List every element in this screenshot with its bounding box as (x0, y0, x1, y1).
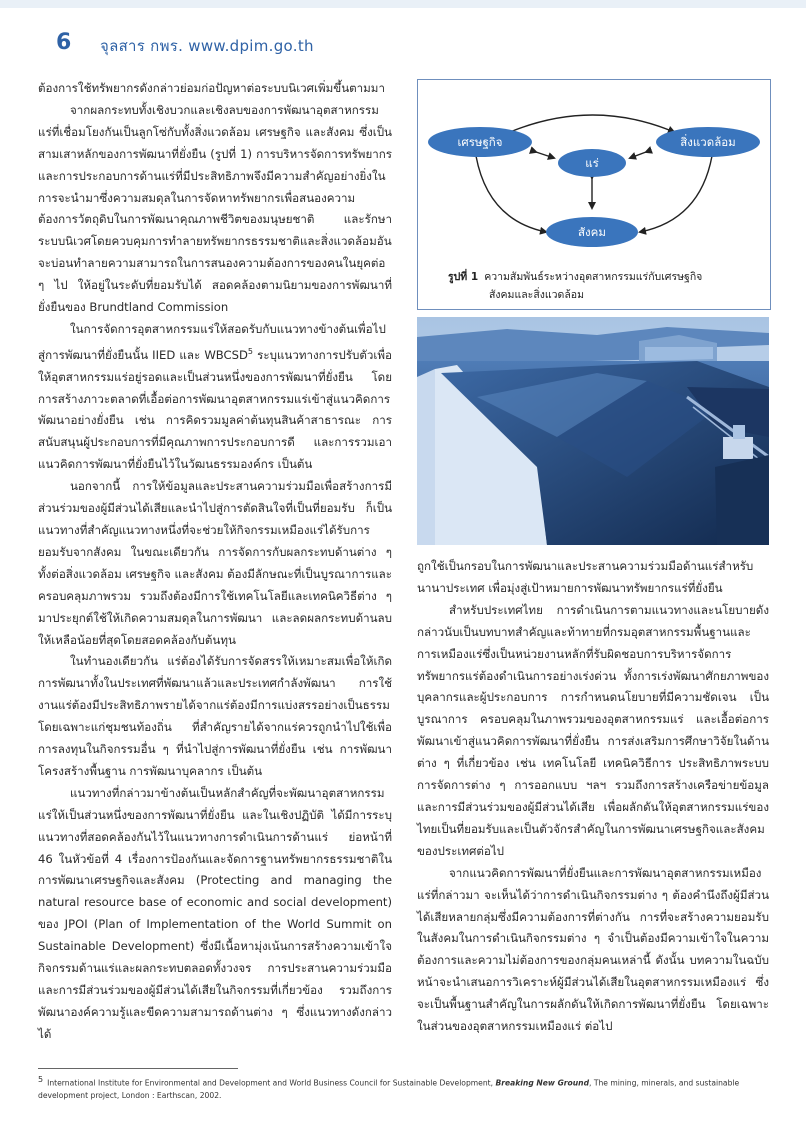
photo-illustration (417, 317, 769, 545)
page-header (0, 0, 806, 62)
paragraph-text: ในการจัดการอุตสาหกรรมแร่ให้สอดรับกับแนวทางข้างต้นเพื่อไปสู่การพัฒนาที่ยั่งยืนนั้น IIED และ WBCSD (38, 321, 386, 362)
page-number: 6 (56, 30, 72, 55)
footnote-rule (38, 1068, 238, 1069)
caption-text: ความสัมพันธ์ระหว่างอุตสาหกรรมแร่กับเศรษฐกิจ (484, 271, 703, 283)
paragraph-text: ระบุแนวทางการปรับตัวเพื่อให้อุตสาหกรรมแร่อยู่รอดและเป็นส่วนหนึ่งของการพัฒนาที่ยั่งยืน โดยการสร้างภาวะตลาดที่เอื้อต่อการพัฒนาอุตสาหกรรมแร่เข้าสู่แนวคิดการพัฒนาอย่างยั่งยืน เช่น การคิดรวมมูลค่าต้นทุนสินค้าสาธารณะ การสนับสนุนผู้ประกอบการที่มีคุณภาพการประกอบการดี และการรวมเอาแนวคิดการพัฒนาที่ยั่งยืนไว้ในวัฒนธรรมองค์กร เป็นต้น (38, 347, 392, 472)
figure-caption (448, 268, 702, 304)
footnote-text: , The mining, minerals, and sustainable development project, London : Earthscan, 2002. (38, 1078, 740, 1100)
node-economy-label: เศรษฐกิจ (457, 135, 503, 149)
footnote-number: 5 (38, 1075, 44, 1084)
header-band (0, 0, 806, 8)
header-title: จุลสาร กพร. www.dpim.go.th (100, 37, 314, 55)
node-mineral-label: แร่ (585, 156, 599, 170)
footnote-ref[interactable]: 5 (247, 346, 254, 356)
paragraph: สำหรับประเทศไทย การดำเนินการตามแนวทางและนโยบายดังกล่าวนับเป็นบทบาทสำคัญและท้าทายที่กรมอุตสาหกรรมพื้นฐานและการเหมืองแร่ซึ่งเป็นหน่วยงานหลักที่รับผิดชอบการบริหารจัดการทรัพยากรแร่ต้องดำเนินการอย่างเร่งด่วน ทั้งการเร่งพัฒนาศักยภาพของบุคลากรและผู้ประกอบการ การกำหนดนโยบายที่มีความชัดเจน เป็นบูรณาการ ครอบคลุมในภาพรวมของอุตสาหกรรมแร่ และเอื้อต่อการพัฒนาเข้าสู่แนวคิดการพัฒนาที่ยั่งยืน การส่งเสริมการศึกษาวิจัยในด้านต่าง ๆ ที่เกี่ยวข้อง เช่น เทคโนโลยี เทคนิควิธีการ ประสิทธิภาพระบบการจัดการต่าง ๆ การออกแบบ ฯลฯ รวมถึงการสร้างเครือข่ายข้อมูลและการมีส่วนร่วมของผู้มีส่วนได้เสีย เพื่อผลักดันให้อุตสาหกรรมแร่ของไทยเป็นที่ยอมรับและเป็นตัวจักรสำคัญในการพัฒนาเศรษฐกิจและสังคมของประเทศต่อไป (417, 602, 769, 858)
caption-line (448, 268, 702, 286)
arrow-economy-environment (510, 115, 674, 132)
footnote (38, 1074, 768, 1102)
paragraph: จากแนวคิดการพัฒนาที่ยั่งยืนและการพัฒนาอุตสาหกรรมเหมืองแร่ที่กล่าวมา จะเห็นได้ว่าการดำเนินกิจกรรมต่าง ๆ ต้องคำนึงถึงผู้มีส่วนได้เสียหลายกลุ่มซึ่งมีความต้องการที่ต่างกัน การที่จะสร้างความยอมรับในสังคมในการดำเนินกิจกรรมต่าง ๆ จำเป็นต้องมีความเข้าใจในความต้องการและความไม่ต้องการของกลุ่มคนเหล่านี้ ดังนั้น บทความในฉบับหน้าจะนำเสนอการวิเคราะห์ผู้มีส่วนได้เสียในอุตสาหกรรมเหมืองแร่ ซึ่งจะเป็นพื้นฐานสำคัญในการผลักดันให้เกิดการพัฒนาที่ยั่งยืน โดยเฉพาะในส่วนของอุตสาหกรรมเหมืองแร่ ต่อไป (417, 865, 769, 1034)
node-society-label: สังคม (578, 225, 606, 239)
paragraph: จากผลกระทบทั้งเชิงบวกและเชิงลบของการพัฒนาอุตสาหกรรมแร่ที่เชื่อมโยงกันเป็นลูกโซ่กับทั้งสิ่งแวดล้อม เศรษฐกิจ และสังคม ซึ่งเป็นสามเสาหลักของการพัฒนาที่ยั่งยืน (รูปที่ 1) การบริหารจัดการทรัพยากรและการประกอบการด้านแร่ที่มีประสิทธิภาพจึงมีความสำคัญอย่างยิ่งในการจะนำมาซึ่งความสมดุลในการจัดหาทรัพยากรเพื่อสนองความต้องการวัตถุดิบในการพัฒนาคุณภาพชีวิตของมนุษยชาติ และรักษาระบบนิเวศโดยควบคุมการทำลายทรัพยากรธรรมชาติและสิ่งแวดล้อมอันจะบ่อนทำลายความสามารถในการสนองความต้องการของคนในยุคต่อ ๆ ไป ให้อยู่ในระดับที่ยอมรับได้ สอดคล้องตามนิยามของการพัฒนาที่ยั่งยืนของ Brundtland Commission (38, 102, 392, 315)
paragraph: ในทำนองเดียวกัน แร่ต้องได้รับการจัดสรรให้เหมาะสมเพื่อให้เกิดการพัฒนาทั้งในประเทศที่พัฒนาแล้วและประเทศกำลังพัฒนา การใช้งานแร่ต้องมีประสิทธิภาพรายได้จากแร่ต้องมีการแบ่งสรรอย่างเป็นธรรม โดยเฉพาะแก่ชุมชนท้องถิ่น ที่สำคัญรายได้จากแร่ควรถูกนำไปใช้เพื่อการลงทุนในกิจกรรมอื่น ๆ ที่นำไปสู่การพัฒนาที่ยั่งยืน เช่น การพัฒนาโครงสร้างพื้นฐาน การพัฒนาบุคลากร เป็นต้น (38, 654, 392, 778)
mining-stockpile-photo (417, 317, 769, 545)
footnote-book-title: Breaking New Ground (495, 1078, 590, 1088)
paragraph: นอกจากนี้ การให้ข้อมูลและประสานความร่วมมือเพื่อสร้างการมีส่วนร่วมของผู้มีส่วนได้เสียและนำไปสู่การตัดสินใจที่เป็นที่ยอมรับ ก็เป็นแนวทางที่สำคัญแนวทางหนึ่งที่จะช่วยให้กิจกรรมเหมืองแร่ได้รับการยอมรับจากสังคม ในขณะเดียวกัน การจัดการกับผลกระทบด้านต่าง ๆ ทั้งต่อสิ่งแวดล้อม เศรษฐกิจ และสังคม ต้องมีลักษณะที่เป็นบูรณาการและครอบคลุมภาพรวม รวมถึงต้องมีการใช้เทคโนโลยีและเทคนิควิธีต่าง ๆ มาประยุกต์ใช้ให้เกิดความสมดุลในการพัฒนา และลดผลกระทบด้านลบให้เหลือน้อยที่สุดโดยสอดคล้องกับต้นทุน (38, 479, 392, 647)
paragraph (38, 319, 392, 476)
paragraph: ต้องการใช้ทรัพยากรดังกล่าวย่อมก่อปัญหาต่อระบบนิเวศเพิ่มขึ้นตามมา (38, 81, 385, 95)
arrow-economy-society (476, 156, 546, 232)
caption-label: รูปที่ 1 (448, 271, 479, 283)
arrow-environment-mineral (630, 152, 646, 158)
caption-line: สังคมและสิ่งแวดล้อม (489, 289, 585, 301)
paragraph: แนวทางที่กล่าวมาข้างต้นเป็นหลักสำคัญที่จะพัฒนาอุตสาหกรรมแร่ให้เป็นส่วนหนึ่งของการพัฒนาที่ยั่งยืน และในเชิงปฏิบัติ ได้มีการระบุแนวทางที่สอดคล้องกันไว้ในแนวทางการดำเนินการด้านแร่ ย่อหน้าที่ 46 ในหัวข้อที่ 4 เรื่องการป้องกันและจัดการฐานทรัพยากรธรรมชาติในการพัฒนาเศรษฐกิจและสังคม (Protecting and managing the natural resource base of economic and social development) ของ JPOI (Plan of Implementation of the World Summit on Sustainable Development) ซึ่งมีเนื้อหามุ่งเน้นการสร้างความเข้าใจกิจกรรมด้านแร่และผลกระทบตลอดทั้งวงจร การประสานความร่วมมือและการมีส่วนร่วมของผู้มีส่วนได้เสียในกิจกรรมที่เกี่ยวข้อง รวมถึงการพัฒนาองค์ความรู้และขีดความสามารถด้านต่าง ๆ ซึ่งแนวทางดังกล่าวได้ (38, 785, 392, 1041)
right-column (417, 556, 769, 1038)
paragraph: ถูกใช้เป็นกรอบในการพัฒนาและประสานความร่วมมือด้านแร่สำหรับนานาประเทศ เพื่อมุ่งสู่เป้าหมายการพัฒนาทรัพยากรแร่ที่ยั่งยืน (417, 559, 754, 595)
arrow-environment-society (640, 156, 712, 232)
arrow-economy-mineral (536, 152, 554, 158)
footnote-text: International Institute for Environmental and Development and World Business Council for Sustainable Development, (47, 1078, 496, 1088)
left-column (38, 78, 392, 1046)
node-environment-label: สิ่งแวดล้อม (680, 135, 736, 149)
